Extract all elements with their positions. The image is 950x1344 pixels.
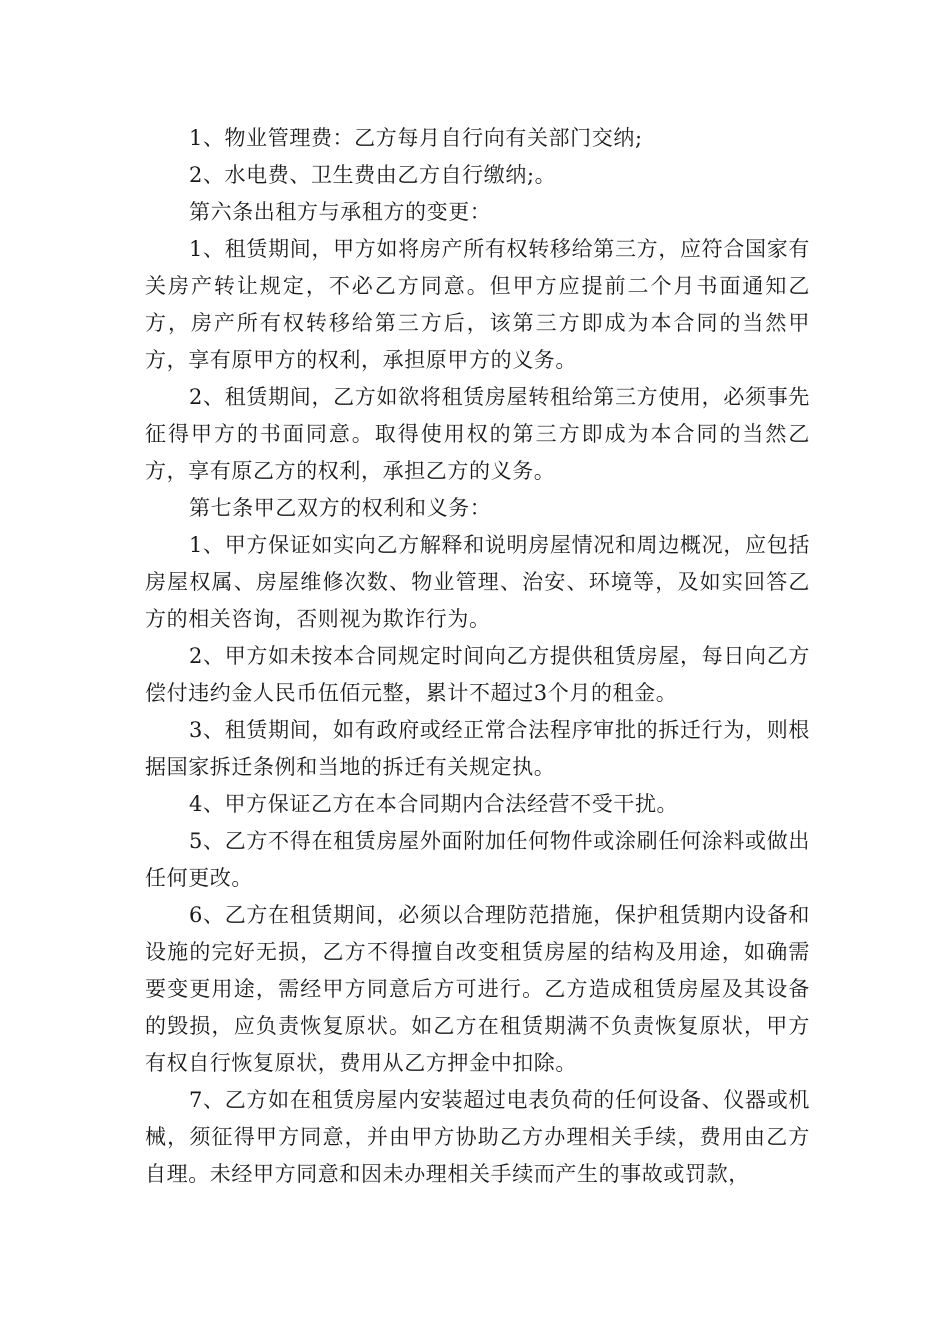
clause-item: 1、甲方保证如实向乙方解释和说明房屋情况和周边概况，应包括房屋权属、房屋维修次数、物业管理、治安、环境等，及如实回答乙方的相关咨询，否则视为欺诈行为。 (145, 533, 810, 631)
document-body (145, 120, 810, 1193)
clause-item: 7、乙方如在租赁房屋内安装超过电表负荷的任何设备、仪器或机械，须征得甲方同意，并由甲方协助乙方办理相关手续，费用由乙方自理。未经甲方同意和因未办理相关手续而产生的事故或罚款， (145, 1088, 810, 1186)
clause-item: 4、甲方保证乙方在本合同期内合法经营不受干扰。 (189, 792, 679, 816)
clause-item: 5、乙方不得在租赁房屋外面附加任何物件或涂刷任何涂料或做出任何更改。 (145, 829, 810, 890)
clause-item: 1、租赁期间，甲方如将房产所有权转移给第三方，应符合国家有关房产转让规定，不必乙方同意。但甲方应提前二个月书面通知乙方，房产所有权转移给第三方后，该第三方即成为本合同的当然甲方，享有原甲方的权利，承担原甲方的义务。 (145, 237, 810, 372)
clause-item: 1、物业管理费：乙方每月自行向有关部门交纳; (189, 126, 643, 150)
clause-item: 3、租赁期间，如有政府或经正常合法程序审批的拆迁行为，则根据国家拆迁条例和当地的拆迁有关规定执。 (145, 718, 810, 779)
clause-item: 2、水电费、卫生费由乙方自行缴纳;。 (189, 163, 557, 187)
article-heading: 第七条甲乙双方的权利和义务： (189, 496, 492, 520)
article-heading: 第六条出租方与承租方的变更： (189, 200, 492, 224)
clause-item: 6、乙方在租赁期间，必须以合理防范措施，保护租赁期内设备和设施的完好无损，乙方不得擅自改变租赁房屋的结构及用途，如确需要变更用途，需经甲方同意后方可进行。乙方造成租赁房屋及其设备的毁损，应负责恢复原状。如乙方在租赁期满不负责恢复原状，甲方有权自行恢复原状，费用从乙方押金中扣除。 (145, 903, 810, 1075)
clause-item: 2、租赁期间，乙方如欲将租赁房屋转租给第三方使用，必须事先征得甲方的书面同意。取得使用权的第三方即成为本合同的当然乙方，享有原乙方的权利，承担乙方的义务。 (145, 385, 810, 483)
clause-item: 2、甲方如未按本合同规定时间向乙方提供租赁房屋，每日向乙方偿付违约金人民币伍佰元整，累计不超过3个月的租金。 (145, 644, 810, 705)
